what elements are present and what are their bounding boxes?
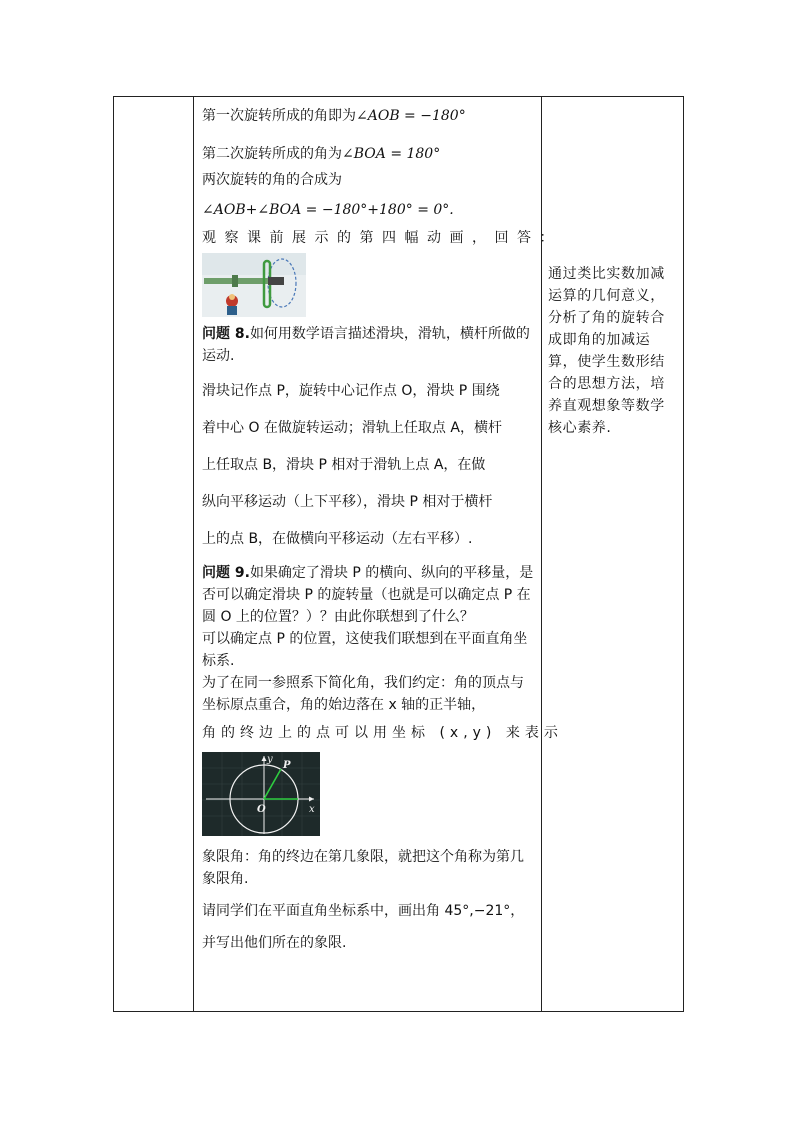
question-8: 问题 8.如何用数学语言描述滑块，滑轨，横杆所做的运动. xyxy=(202,326,530,364)
question-9-answer-2: 为了在同一参照系下简化角，我们约定：角的顶点与坐标原点重合，角的始边落在 x 轴的正半轴， xyxy=(202,675,524,713)
graph-label-y: y xyxy=(267,754,273,765)
unit-circle-graph xyxy=(202,752,320,836)
design-intent-text: 通过类比实数加减运算的几何意义，分析了角的旋转合成即角的加减运算，使学生数形结合的思想方法，培养直观想象等数学核心素养. xyxy=(548,266,665,436)
question-9: 问题 9.如果确定了滑块 P 的横向、纵向的平移量，是否可以确定滑块 P 的旋转量（也就是可以确定点 P 在圆 O 上的位置？）？由此你联想到了什么？ xyxy=(202,565,534,625)
graph-label-x: x xyxy=(309,804,315,815)
column-activities xyxy=(194,97,563,1012)
column-design-intent xyxy=(542,97,684,1012)
answer-line: 纵向平移运动（上下平移），滑块 P 相对于横杆 xyxy=(202,494,493,510)
answer-line: 着中心 O 在做旋转运动；滑轨上任取点 A，横杆 xyxy=(202,420,502,436)
composition-line: 两次旋转的角的合成为 xyxy=(202,172,342,188)
graph-label-o: O xyxy=(257,804,266,815)
question-8-answer xyxy=(202,373,535,558)
second-rotation-line: 第二次旋转所成的角为∠BOA = 180° xyxy=(202,146,441,162)
lesson-table xyxy=(113,96,684,1012)
first-rotation-line: 第一次旋转所成的角即为∠AOB = −180° xyxy=(202,108,466,124)
task-line-1: 请同学们在平面直角坐标系中，画出角 45°,−21°， xyxy=(202,903,525,919)
answer-line: 上任取点 B，滑块 P 相对于滑轨上点 A，在做 xyxy=(202,457,486,473)
answer-line: 上的点 B，在做横向平移运动（左右平移）. xyxy=(202,531,473,547)
question-9-answer-1: 可以确定点 P 的位置，这使我们联想到在平面直角坐标系. xyxy=(202,631,528,669)
answer-line: 滑块记作点 P，旋转中心记作点 O，滑块 P 围绕 xyxy=(202,383,500,399)
slider-animation-image xyxy=(202,253,306,317)
task-line-2: 并写出他们所在的象限. xyxy=(202,935,347,951)
graph-label-p: P xyxy=(283,760,291,771)
quadrant-definition: 象限角：角的终边在第几象限，就把这个角称为第几象限角. xyxy=(202,849,524,887)
composition-formula: ∠AOB+∠BOA = −180°+180° = 0°. xyxy=(202,202,454,218)
column-stage xyxy=(114,97,194,1012)
question-9-answer-3: 角的终边上的点可以用坐标 (x,y) 来表示 xyxy=(202,725,563,741)
observe-prompt: 观察课前展示的第四幅动画，回答： xyxy=(202,230,562,246)
